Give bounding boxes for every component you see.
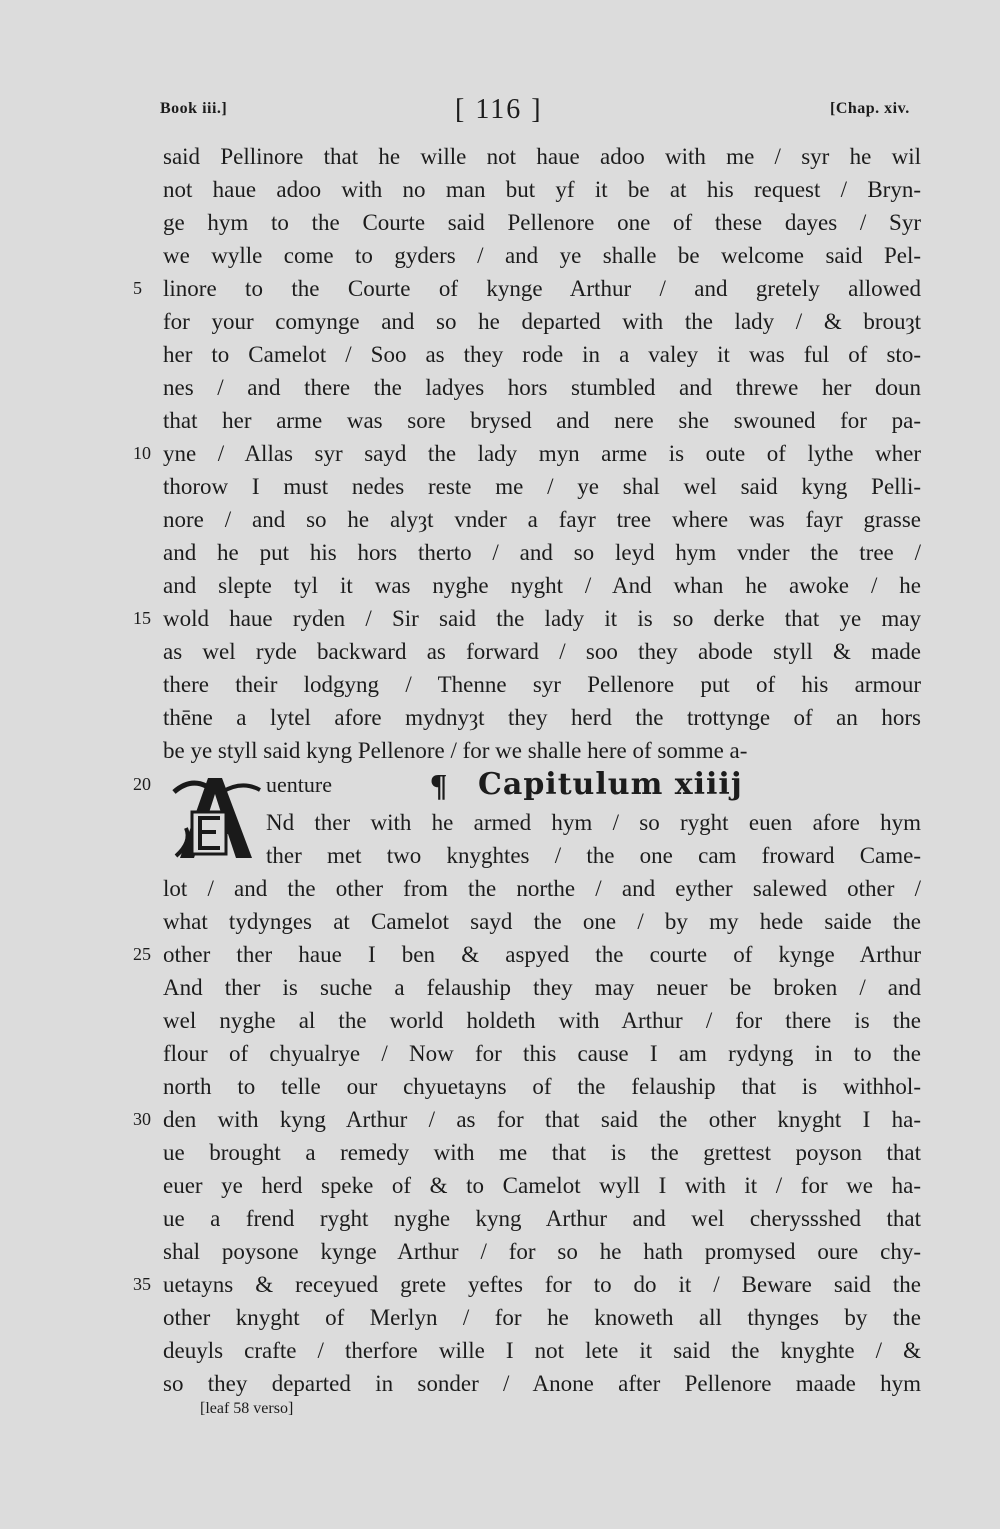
text-line: wold haue ryden / Sir said the lady it is so derke that ye may <box>163 606 921 631</box>
word-continuation: uenture <box>266 772 332 797</box>
text-line: den with kyng Arthur / as for that said the other knyght I ha- <box>163 1107 921 1132</box>
line-number: 25 <box>133 944 151 964</box>
text-line: Nd ther with he armed hym / so ryght euen afore hym <box>266 810 921 835</box>
text-line: so they departed in sonder / Anone after Pellenore maade hym <box>163 1371 921 1396</box>
text-line: wel nyghe al the world holdeth with Arthur / for there is the <box>163 1008 921 1033</box>
text-line: uetayns & receyued grete yeftes for to do it / Beware said the <box>163 1272 921 1297</box>
line-number: 15 <box>133 608 151 628</box>
text-line: be ye styll said kyng Pellenore / for we shalle here of somme a- <box>163 738 748 763</box>
text-line: flour of chyualrye / Now for this cause I am rydyng in to the <box>163 1041 921 1066</box>
page-number: [ 116 ] <box>455 94 543 125</box>
text-line: ge hym to the Courte said Pellenore one of these dayes / Syr <box>163 210 921 235</box>
text-line: what tydynges at Camelot sayd the one / by my hede saide the <box>163 909 921 934</box>
text-line: other ther haue I ben & aspyed the courte of kynge Arthur <box>163 942 921 967</box>
decorated-initial-a <box>172 772 262 862</box>
text-line: we wylle come to gyders / and ye shalle be welcome said Pel- <box>163 243 921 268</box>
text-line: shal poysone kynge Arthur / for so he hath promysed oure chy- <box>163 1239 921 1264</box>
line-number: 20 <box>133 774 151 794</box>
text-line: and slepte tyl it was nyghe nyght / And whan he awoke / he <box>163 573 921 598</box>
text-line: and he put his hors therto / and so leyd hym vnder the tree / <box>163 540 921 565</box>
text-line: yne / Allas syr sayd the lady myn arme is oute of lythe wher <box>163 441 921 466</box>
text-line: that her arme was sore brysed and nere she swouned for pa- <box>163 408 921 433</box>
text-line: ue brought a remedy with me that is the grettest poyson that <box>163 1140 921 1165</box>
text-line: ther met two knyghtes / the one cam froward Came- <box>266 843 921 868</box>
chapter-heading: Capitulum xiiij <box>478 767 743 802</box>
line-number: 30 <box>133 1109 151 1129</box>
running-head-chapter: [Chap. xiv. <box>830 100 910 117</box>
text-line: other knyght of Merlyn / for he knoweth all thynges by the <box>163 1305 921 1330</box>
running-head <box>0 94 1000 134</box>
line-number: 5 <box>133 278 142 298</box>
text-line: linore to the Courte of kynge Arthur / and gretely allowed <box>163 276 921 301</box>
text-line: there their lodgyng / Thenne syr Pellenore put of his armour <box>163 672 921 697</box>
text-line: her to Camelot / Soo as they rode in a valey it was ful of sto- <box>163 342 921 367</box>
text-line: ue a frend ryght nyghe kyng Arthur and wel cheryssshed that <box>163 1206 921 1231</box>
leaf-note: [leaf 58 verso] <box>200 1400 294 1417</box>
text-line: thēne a lytel afore mydnyȝt they herd the trottynge of an hors <box>163 705 921 730</box>
line-number: 35 <box>133 1274 151 1294</box>
text-line: lot / and the other from the northe / and eyther salewed other / <box>163 876 921 901</box>
text-line: euer ye herd speke of & to Camelot wyll I with it / for we ha- <box>163 1173 921 1198</box>
text-line: nes / and there the ladyes hors stumbled and threwe her doun <box>163 375 921 400</box>
text-line: And ther is suche a felauship they may neuer be broken / and <box>163 975 921 1000</box>
running-head-book: Book iii.] <box>160 100 228 117</box>
text-line: not haue adoo with no man but yf it be at his request / Bryn- <box>163 177 921 202</box>
text-line: thorow I must nedes reste me / ye shal wel said kyng Pelli- <box>163 474 921 499</box>
text-line: deuyls crafte / therfore wille I not lete it said the knyghte / & <box>163 1338 921 1363</box>
text-line: north to telle our chyuetayns of the felauship that is withhol- <box>163 1074 921 1099</box>
text-line: as wel ryde backward as forward / soo they abode styll & made <box>163 639 921 664</box>
pilcrow-icon: ¶ <box>430 767 448 803</box>
line-number: 10 <box>133 443 151 463</box>
text-line: nore / and so he alyȝt vnder a fayr tree where was fayr grasse <box>163 507 921 532</box>
text-line: for your comynge and so he departed with the lady / & brouȝt <box>163 309 921 334</box>
text-line: said Pellinore that he wille not haue adoo with me / syr he wil <box>163 144 921 169</box>
